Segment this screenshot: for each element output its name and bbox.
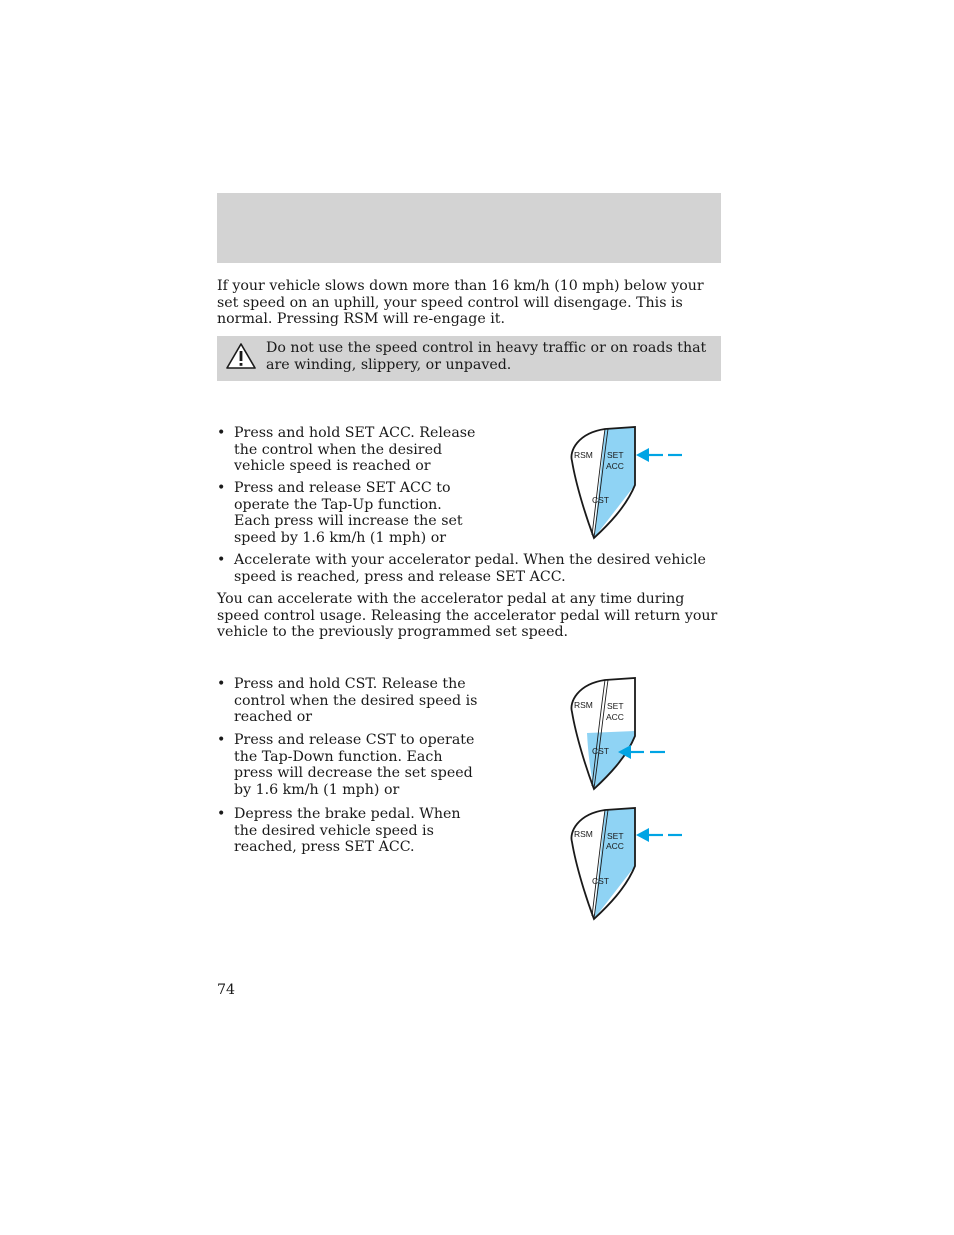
page-number: 74 [217,982,236,998]
bullet-text: Press and release CST to operate the Tap-Down function. Each press will decrease the set speed by 1.6 km/h (1 mph) or [234,732,475,798]
acc-label: ACC [606,461,624,471]
section-header-band [217,193,721,263]
bullet-dot: • [217,676,226,692]
bullet-text: Press and hold SET ACC. Release the control when the desired vehicle speed is reached or [234,425,476,475]
warning-triangle-icon [225,342,257,370]
speed-control-set-acc-figure-2 [566,806,690,922]
acc-label: ACC [606,841,624,851]
intro-paragraph: If your vehicle slows down more than 16 km/h (10 mph) below your set speed on an uphill, your speed control will disengage. This is normal. Pressing RSM will re-engage it. [217,278,704,328]
cst-label: CST [592,495,609,505]
bullet-text: Accelerate with your accelerator pedal. When the desired vehicle speed is reached, press and release SET ACC. [234,552,706,585]
bullet-dot: • [217,806,226,822]
left-arrow-icon [636,828,682,842]
speed-control-cst-figure [566,676,690,792]
cst-label: CST [592,876,609,886]
set-label: SET [607,701,624,711]
bullet-text: Press and release SET ACC to operate the Tap-Up function. Each press will increase the set speed by 1.6 km/h (1 mph) or [234,480,463,546]
rsm-label: RSM [574,450,593,460]
set-acc-highlight [594,427,635,538]
bullet-dot: • [217,732,226,748]
rsm-label: RSM [574,700,593,710]
bullet-dot: • [217,480,226,496]
warning-text: Do not use the speed control in heavy traffic or on roads that are winding, slippery, or unpaved. [266,340,707,373]
cst-label: CST [592,746,609,756]
set-acc-highlight [594,808,635,919]
bullet-text: Depress the brake pedal. When the desired vehicle speed is reached, press SET ACC. [234,806,461,856]
cst-highlight [587,731,635,789]
left-arrow-icon [636,448,682,462]
set-label: SET [607,450,624,460]
bullet-dot: • [217,425,226,441]
acc-label: ACC [606,712,624,722]
accelerate-paragraph: You can accelerate with the accelerator pedal at any time during speed control usage. Releasing the accelerator pedal will return your vehicle to the previously programmed set speed. [217,591,718,641]
warning-box [217,336,721,381]
speed-control-set-acc-figure [566,425,690,541]
set-label: SET [607,831,624,841]
bullet-dot: • [217,552,226,568]
rsm-label: RSM [574,829,593,839]
bullet-text: Press and hold CST. Release the control when the desired speed is reached or [234,676,478,726]
